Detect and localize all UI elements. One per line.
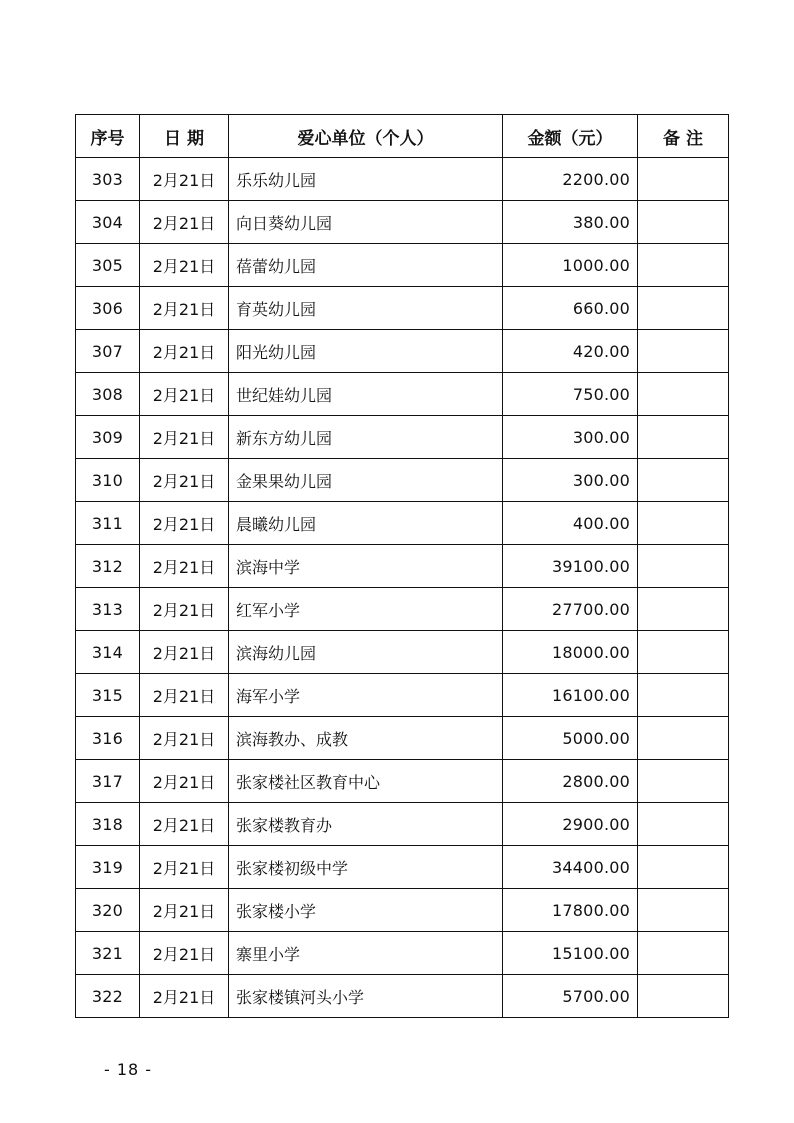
cell-remarks [638,631,729,674]
cell-donor-unit: 张家楼教育办 [229,803,503,846]
cell-amount: 420.00 [503,330,638,373]
cell-serial-number: 310 [76,459,140,502]
table-row [76,201,729,244]
cell-donor-unit: 红军小学 [229,588,503,631]
cell-donor-unit: 晨曦幼儿园 [229,502,503,545]
cell-remarks [638,502,729,545]
cell-serial-number: 303 [76,158,140,201]
donation-table [75,114,729,1018]
cell-serial-number: 307 [76,330,140,373]
cell-serial-number: 315 [76,674,140,717]
cell-date: 2月21日 [140,803,229,846]
cell-serial-number: 304 [76,201,140,244]
cell-amount: 300.00 [503,416,638,459]
cell-amount: 18000.00 [503,631,638,674]
cell-amount: 380.00 [503,201,638,244]
header-date: 日 期 [140,115,229,158]
header-donor-unit: 爱心单位（个人） [229,115,503,158]
cell-remarks [638,932,729,975]
cell-amount: 2900.00 [503,803,638,846]
cell-serial-number: 312 [76,545,140,588]
cell-serial-number: 313 [76,588,140,631]
cell-remarks [638,588,729,631]
table-row [76,631,729,674]
cell-donor-unit: 张家楼小学 [229,889,503,932]
table-row [76,846,729,889]
cell-remarks [638,975,729,1018]
cell-donor-unit: 新东方幼儿园 [229,416,503,459]
cell-donor-unit: 滨海中学 [229,545,503,588]
cell-remarks [638,244,729,287]
table-row [76,889,729,932]
cell-serial-number: 316 [76,717,140,760]
cell-amount: 17800.00 [503,889,638,932]
cell-date: 2月21日 [140,201,229,244]
table-row [76,588,729,631]
cell-date: 2月21日 [140,717,229,760]
table-header [76,115,729,158]
table-row [76,373,729,416]
page-number: - 18 - [104,1060,153,1079]
header-remarks: 备 注 [638,115,729,158]
cell-donor-unit: 寨里小学 [229,932,503,975]
header-serial-number: 序号 [76,115,140,158]
table-row [76,803,729,846]
cell-amount: 2800.00 [503,760,638,803]
cell-amount: 660.00 [503,287,638,330]
cell-serial-number: 322 [76,975,140,1018]
cell-amount: 5700.00 [503,975,638,1018]
cell-remarks [638,330,729,373]
cell-remarks [638,459,729,502]
table-row [76,158,729,201]
cell-remarks [638,760,729,803]
cell-date: 2月21日 [140,416,229,459]
cell-remarks [638,201,729,244]
cell-date: 2月21日 [140,889,229,932]
cell-amount: 16100.00 [503,674,638,717]
cell-remarks [638,545,729,588]
table-row [76,330,729,373]
cell-donor-unit: 滨海教办、成教 [229,717,503,760]
table-body [76,158,729,1018]
cell-remarks [638,158,729,201]
cell-serial-number: 319 [76,846,140,889]
cell-donor-unit: 滨海幼儿园 [229,631,503,674]
cell-remarks [638,803,729,846]
table-row [76,459,729,502]
table-row [76,244,729,287]
cell-serial-number: 317 [76,760,140,803]
cell-remarks [638,373,729,416]
table-row [76,932,729,975]
cell-date: 2月21日 [140,545,229,588]
table-row [76,545,729,588]
cell-date: 2月21日 [140,932,229,975]
cell-donor-unit: 阳光幼儿园 [229,330,503,373]
cell-amount: 400.00 [503,502,638,545]
cell-date: 2月21日 [140,588,229,631]
cell-serial-number: 309 [76,416,140,459]
cell-date: 2月21日 [140,502,229,545]
cell-remarks [638,889,729,932]
cell-donor-unit: 世纪娃幼儿园 [229,373,503,416]
cell-serial-number: 308 [76,373,140,416]
cell-serial-number: 320 [76,889,140,932]
cell-amount: 39100.00 [503,545,638,588]
cell-donor-unit: 乐乐幼儿园 [229,158,503,201]
table-row [76,975,729,1018]
cell-remarks [638,846,729,889]
cell-serial-number: 306 [76,287,140,330]
cell-donor-unit: 育英幼儿园 [229,287,503,330]
cell-serial-number: 305 [76,244,140,287]
cell-donor-unit: 张家楼镇河头小学 [229,975,503,1018]
cell-amount: 300.00 [503,459,638,502]
cell-donor-unit: 蓓蕾幼儿园 [229,244,503,287]
cell-date: 2月21日 [140,459,229,502]
cell-amount: 27700.00 [503,588,638,631]
cell-remarks [638,674,729,717]
cell-date: 2月21日 [140,760,229,803]
cell-donor-unit: 张家楼社区教育中心 [229,760,503,803]
table-row [76,717,729,760]
cell-donor-unit: 金果果幼儿园 [229,459,503,502]
cell-date: 2月21日 [140,158,229,201]
cell-donor-unit: 海军小学 [229,674,503,717]
cell-amount: 34400.00 [503,846,638,889]
cell-donor-unit: 向日葵幼儿园 [229,201,503,244]
cell-remarks [638,717,729,760]
cell-amount: 15100.00 [503,932,638,975]
cell-date: 2月21日 [140,631,229,674]
table-row [76,416,729,459]
cell-amount: 750.00 [503,373,638,416]
cell-date: 2月21日 [140,287,229,330]
table-row [76,674,729,717]
cell-amount: 1000.00 [503,244,638,287]
cell-remarks [638,416,729,459]
cell-date: 2月21日 [140,846,229,889]
cell-amount: 5000.00 [503,717,638,760]
header-amount: 金额（元） [503,115,638,158]
table-row [76,502,729,545]
table-row [76,760,729,803]
cell-serial-number: 314 [76,631,140,674]
cell-serial-number: 311 [76,502,140,545]
cell-date: 2月21日 [140,330,229,373]
cell-donor-unit: 张家楼初级中学 [229,846,503,889]
cell-remarks [638,287,729,330]
cell-serial-number: 321 [76,932,140,975]
cell-date: 2月21日 [140,244,229,287]
cell-date: 2月21日 [140,373,229,416]
cell-date: 2月21日 [140,975,229,1018]
cell-date: 2月21日 [140,674,229,717]
cell-serial-number: 318 [76,803,140,846]
cell-amount: 2200.00 [503,158,638,201]
header-row [76,115,729,158]
table-row [76,287,729,330]
